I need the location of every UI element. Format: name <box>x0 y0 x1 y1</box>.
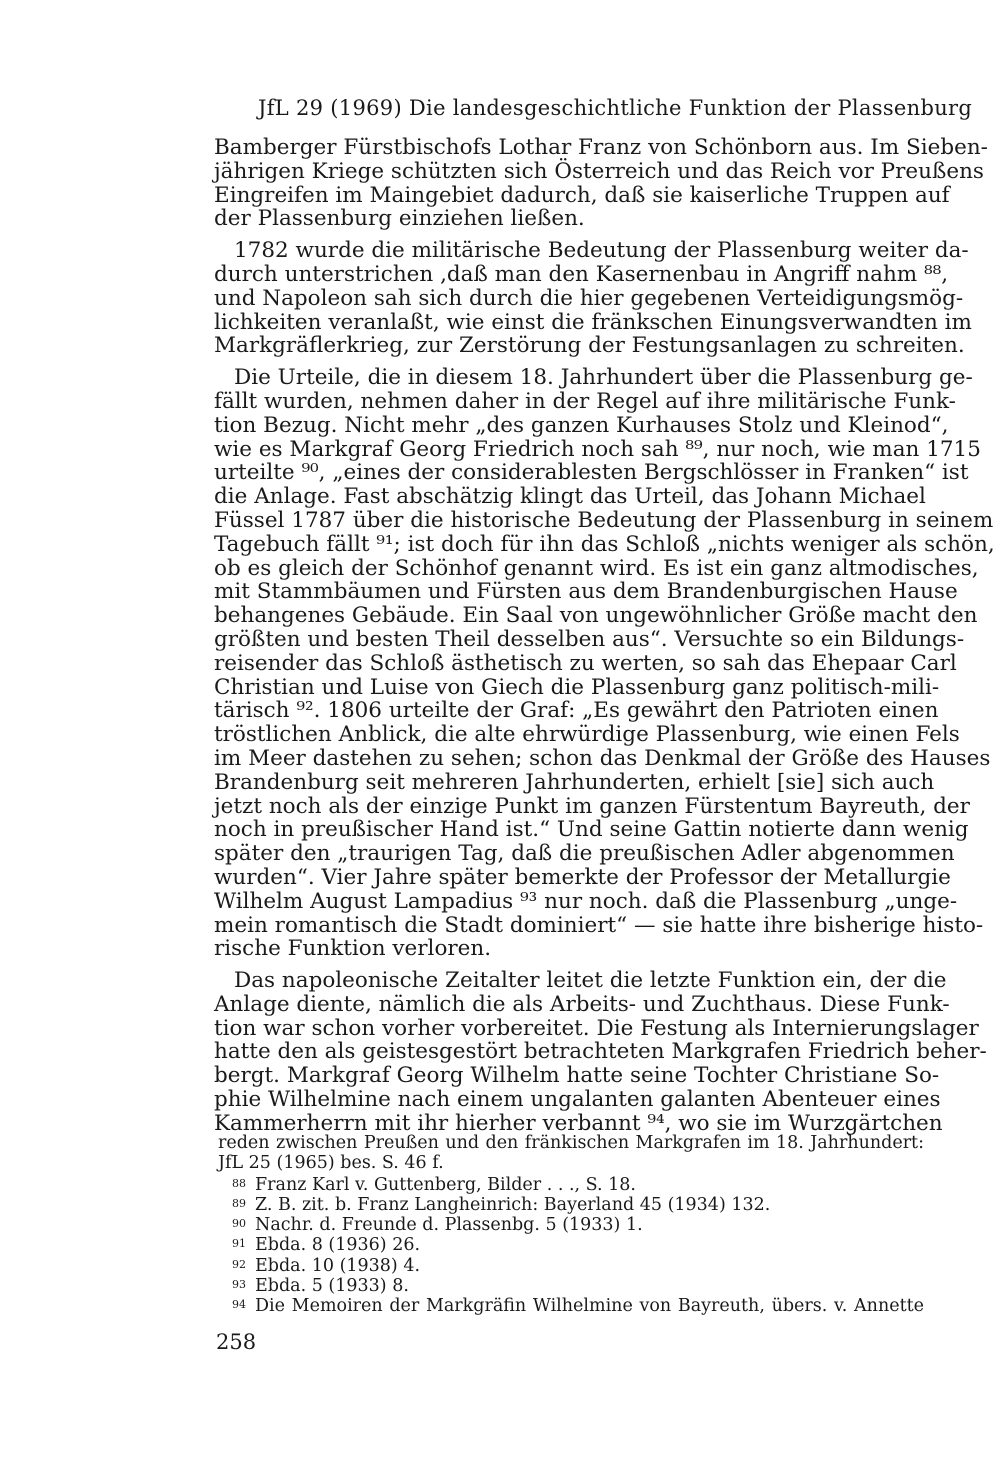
footnote-line <box>218 1234 924 1254</box>
text-line: Wilhelm August Lampadius ⁹³ nur noch. daß die Plassenburg „unge- <box>214 888 958 914</box>
footnote-number: 89 <box>232 1196 246 1210</box>
footnote-text: Nachr. d. Freunde d. Plassenbg. 5 (1933) 1. <box>255 1215 643 1236</box>
footnote-text: JfL 25 (1965) bes. S. 46 f. <box>218 1153 444 1174</box>
text-line: bergt. Markgraf Georg Wilhelm hatte seine Tochter Christiane So- <box>214 1063 940 1089</box>
text-line: fällt wurden, nehmen daher in der Regel auf ihre militärische Funk- <box>214 388 956 414</box>
footnote-line <box>218 1153 924 1173</box>
footnote-number: 90 <box>232 1217 246 1231</box>
footnote-number: 88 <box>232 1176 246 1190</box>
text-line: tröstlichen Anblick, die alte ehrwürdige Plassenburg, wie einen Fels <box>214 722 960 748</box>
text-line: lichkeiten veranlaßt, wie einst die fränkschen Einungsverwandten im <box>214 309 972 335</box>
text-line: jährigen Kriege schützten sich Österreich und das Reich vor Preußens <box>214 158 984 184</box>
footnote-text: Z. B. zit. b. Franz Langheinrich: Bayerland 45 (1934) 132. <box>255 1194 771 1215</box>
text-line: noch in preußischer Hand ist.“ Und seine Gattin notierte dann wenig <box>214 817 969 843</box>
text-line: behangenes Gebäude. Ein Saal von ungewöhnlicher Größe macht den <box>214 603 978 629</box>
text-line: Anlage diente, nämlich die als Arbeits- und Zuchthaus. Diese Funk- <box>214 991 950 1017</box>
text-line: der Plassenburg einziehen ließen. <box>214 206 585 232</box>
footnote-text: Ebda. 10 (1938) 4. <box>255 1255 421 1276</box>
text-line: im Meer dastehen zu sehen; schon das Denkmal der Größe des Hauses <box>214 745 991 771</box>
text-line: später den „traurigen Tag, daß die preußischen Adler abgenommen <box>214 841 955 867</box>
text-line: und Napoleon sah sich durch die hier gegebenen Verteidigungsmög- <box>214 285 964 311</box>
footnote-number: 92 <box>232 1257 246 1271</box>
text-line: phie Wilhelmine nach einem ungalanten galanten Abenteuer eines <box>214 1087 941 1113</box>
footnotes <box>218 1133 924 1316</box>
text-line: 1782 wurde die militärische Bedeutung der Plassenburg weiter da- <box>234 238 969 264</box>
running-head: JfL 29 (1969) Die landesgeschichtliche Funktion der Plassenburg <box>258 96 973 120</box>
text-line: urteilte ⁹⁰, „eines der considerablesten Bergschlösser in Franken“ ist <box>214 460 969 486</box>
footnote-number: 94 <box>232 1298 246 1312</box>
text-line: ob es gleich der Schönhof genannt wird. Es ist ein ganz altmodisches, <box>214 555 979 581</box>
footnote-text: Ebda. 5 (1933) 8. <box>255 1276 409 1297</box>
text-line: Eingreifen im Maingebiet dadurch, daß sie kaiserliche Truppen auf <box>214 182 950 208</box>
text-line: Brandenburg seit mehreren Jahrhunderten, erhielt [sie] sich auch <box>214 769 935 795</box>
footnote-line <box>218 1194 924 1214</box>
text-line: rische Funktion verloren. <box>214 936 492 962</box>
text-line: größten und besten Theil desselben aus“. Versuchte so ein Bildungs- <box>214 626 965 652</box>
text-line: Das napoleonische Zeitalter leitet die letzte Funktion ein, der die <box>234 968 947 994</box>
text-line: Christian und Luise von Giech die Plassenburg ganz politisch-mili- <box>214 674 940 700</box>
text-line: wurden“. Vier Jahre später bemerkte der Professor der Metallurgie <box>214 864 951 890</box>
footnote-text: reden zwischen Preußen und den fränkischen Markgrafen im 18. Jahrhundert: <box>218 1133 924 1153</box>
text-line: Markgräflerkrieg, zur Zerstörung der Festungsanlagen zu schreiten. <box>214 333 965 359</box>
footnote-text: Die Memoiren der Markgräfin Wilhelmine von Bayreuth, übers. v. Annette <box>255 1296 924 1317</box>
footnote-line <box>218 1174 924 1194</box>
footnote-text: Ebda. 8 (1936) 26. <box>255 1235 421 1256</box>
text-line: reisender das Schloß ästhetisch zu werten, so sah das Ehepaar Carl <box>214 650 957 676</box>
footnote-line <box>218 1214 924 1234</box>
text-line: tion Bezug. Nicht mehr „des ganzen Kurhauses Stolz und Kleinod“, <box>214 412 949 438</box>
text-line: jetzt noch als der einzige Punkt im ganzen Fürstentum Bayreuth, der <box>214 793 970 819</box>
footnote-number: 91 <box>232 1237 246 1251</box>
page-number: 258 <box>216 1330 257 1354</box>
text-line: wie es Markgraf Georg Friedrich noch sah ⁸⁹, nur noch, wie man 1715 <box>214 436 981 462</box>
text-line: die Anlage. Fast abschätzig klingt das Urteil, das Johann Michael <box>214 484 926 510</box>
footnote-number: 93 <box>232 1278 246 1292</box>
text-line: mein romantisch die Stadt dominiert“ — sie hatte ihre bisherige histo- <box>214 912 984 938</box>
body-text <box>214 135 995 1136</box>
text-line: Tagebuch fällt ⁹¹; ist doch für ihn das Schloß „nichts weniger als schön, <box>214 531 995 557</box>
text-line: mit Stammbäumen und Fürsten aus dem Brandenburgischen Hause <box>214 579 958 605</box>
text-line: Kammerherrn mit ihr hierher verbannt ⁹⁴, wo sie im Wurzgärtchen <box>214 1110 943 1136</box>
text-line: durch unterstrichen ,daß man den Kasernenbau in Angriff nahm ⁸⁸, <box>214 261 949 287</box>
text-line: tion war schon vorher vorbereitet. Die Festung als Internierungslager <box>214 1015 979 1041</box>
text-line: Füssel 1787 über die historische Bedeutung der Plassenburg in seinem <box>214 507 994 533</box>
footnote-line <box>218 1133 924 1153</box>
text-line: hatte den als geistesgestört betrachteten Markgrafen Friedrich beher- <box>214 1039 987 1065</box>
text-line: tärisch ⁹². 1806 urteilte der Graf: „Es gewährt den Patrioten einen <box>214 698 939 724</box>
footnote-line <box>218 1295 924 1315</box>
text-line: Die Urteile, die in diesem 18. Jahrhundert über die Plassenburg ge- <box>234 365 973 391</box>
footnote-text: Franz Karl v. Guttenberg, Bilder . . ., S. 18. <box>255 1174 636 1195</box>
footnote-line <box>218 1275 924 1295</box>
text-line: Bamberger Fürstbischofs Lothar Franz von Schönborn aus. Im Sieben- <box>214 135 988 160</box>
footnote-line <box>218 1255 924 1275</box>
